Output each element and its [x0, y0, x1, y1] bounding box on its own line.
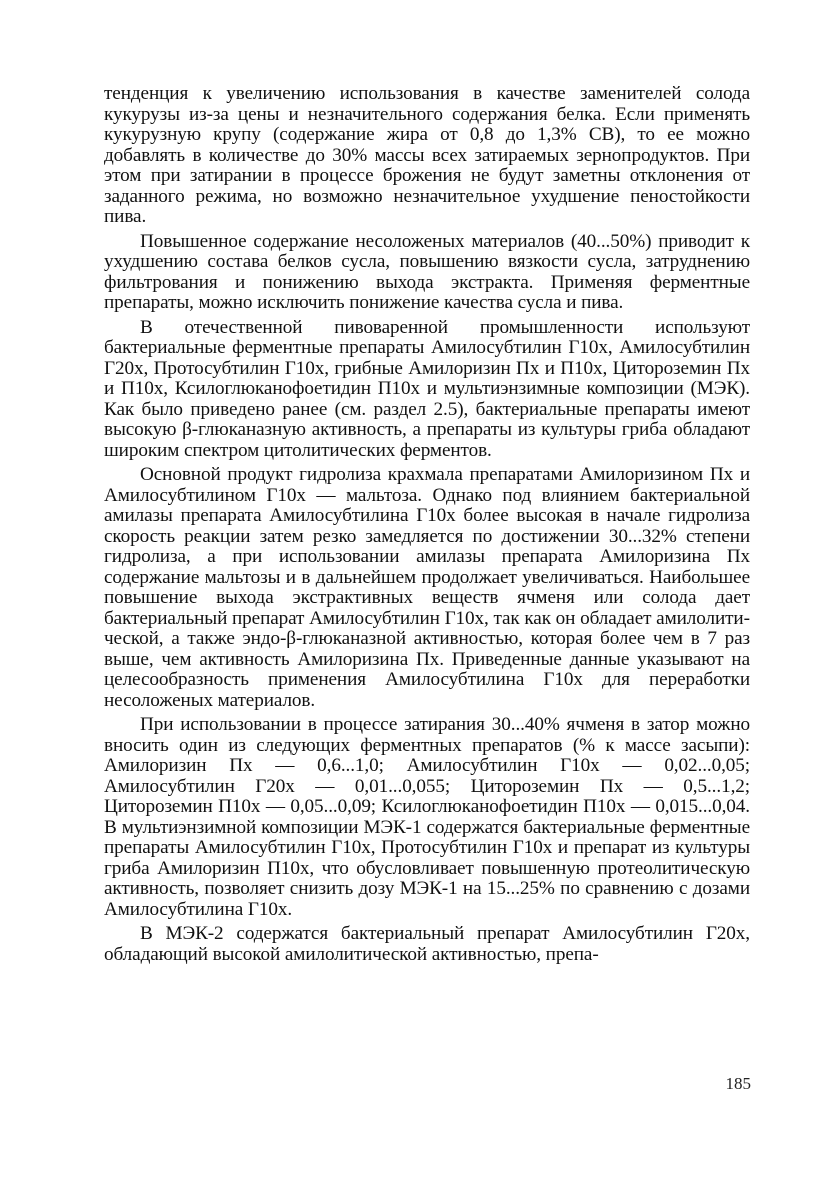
paragraph-5: При использовании в процессе затирания 30...40% ячменя в затор можно вносить один из следующих ферментных препаратов (% к массе засыпи): Амилоризин Пх — 0,6...1,0; Амилосубтилин Г10х — 0,02...0,05; Амилосубтилин Г20х — 0,01...0,055; Цитороземин Пх — 0,5...1,2; Цитороземин П10х — 0,05...0,09; Ксилоглюканофоетидин П10х — 0,015...0,04. В мультиэнзимной композиции МЭК-1 содержатся бактериальные ферментные препараты Амилосубтилин Г10х, Протосубтилин Г10х и препарат из культуры гриба Амилоризин П10х, что обусловливает повышенную протеолитическую активность, позволяет снизить дозу МЭК-1 на 15...25% по сравнению с дозами Амилосубтилина Г10х.: [104, 714, 750, 920]
page-body: [104, 84, 750, 965]
paragraph-1: тенденция к увеличению использования в качестве заменителей солода кукурузы из-за цены и незначительного содержания белка. Если применять кукурузную крупу (содержание жира от 0,8 до 1,3% СВ), то ее можно добавлять в количестве до 30% массы всех затираемых зернопродуктов. При этом при затирании в процессе брожения не будут заметны отклонения от заданного режима, но возможно незначительное ухудшение пеностойкости пива.: [104, 83, 750, 227]
paragraph-6: В МЭК-2 содержатся бактериальный препарат Амилосубтилин Г20х, обладающий высокой амилолитической активностью, препа-: [104, 923, 750, 965]
paragraph-3: В отечественной пивоваренной промышленности используют бактериальные ферментные препараты Амилосубтилин Г10х, Амилосубтилин Г20х, Протосубтилин Г10х, грибные Амилоризин Пх и П10х, Цитороземин Пх и П10х, Ксилоглюканофоетидин П10х и мультиэнзимные композиции (МЭК). Как было приведено ранее (см. раздел 2.5), бактериальные препараты имеют высокую β-глюканазную активность, а препараты из культуры гриба обладают широким спектром цитолитических ферментов.: [104, 316, 750, 461]
paragraph-2: Повышенное содержание несоложеных материалов (40...50%) приводит к ухудшению состава белков сусла, повышению вязкости сусла, затруднению фильтрования и понижению выхода экстракта. Применяя ферментные препараты, можно исключить понижение качества сусла и пива.: [104, 230, 750, 313]
paragraph-4: Основной продукт гидролиза крахмала препаратами Амилоризином Пх и Амилосубтилином Г10х — мальтоза. Однако под влиянием бактериальной амилазы препарата Амилосубтилина Г10х более высокая в начале гидролиза скорость реакции затем резко замедляется по достижении 30...32% степени гидролиза, а при использовании амилазы препарата Амилоризина Пх содержание мальтозы и в дальнейшем продолжает увеличиваться. Наибольшее повышение выхода экстрактивных веществ ячменя или солода дает бактериальный препарат Амилосубтилин Г10х, так как он обладает амилолитической, а также эндо-β-глюканазной активностью, которая более чем в 7 раз выше, чем активность Амилоризина Пх. Приведенные данные указывают на целесообразность применения Амилосубтилина Г10х для переработки несоложеных материалов.: [104, 464, 750, 711]
page-number: 185: [725, 1074, 751, 1093]
